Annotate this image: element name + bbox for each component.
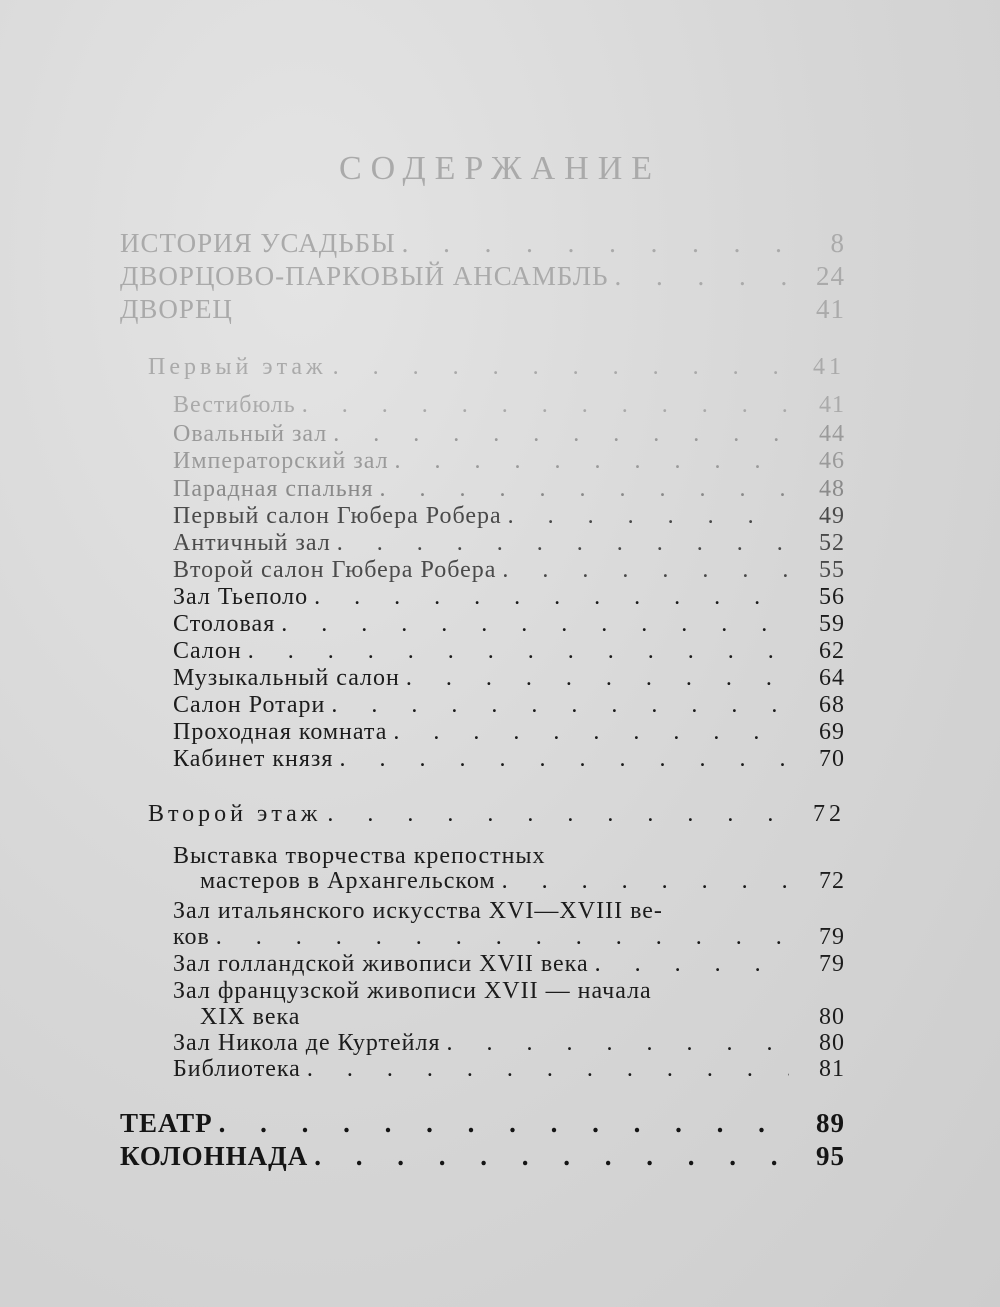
toc-entry-page: 70 — [819, 746, 845, 772]
toc-entry-page: 81 — [819, 1056, 845, 1082]
leader-dots — [406, 665, 789, 692]
toc-entry-label: Музыкальный салон — [173, 665, 400, 691]
toc-entry-label: Первый этаж — [148, 354, 327, 380]
leader-dots — [307, 1056, 789, 1083]
toc-entry-label: Проходная комната — [173, 719, 388, 745]
leader-dots — [281, 611, 789, 638]
toc-entry-label: Зал Тьеполо — [173, 584, 309, 610]
leader-dots — [248, 638, 789, 665]
toc-entry-label-line2: XIX века — [200, 1004, 301, 1030]
toc-entry-page: 79 — [819, 951, 845, 977]
toc-entry — [173, 421, 845, 448]
toc-entry — [173, 611, 845, 638]
toc-entry-label: Вестибюль — [173, 392, 296, 418]
toc-entry-page: 80 — [819, 1030, 845, 1056]
toc-entry — [120, 1108, 845, 1139]
toc-entry-page: 41 — [813, 354, 845, 380]
toc-entry-page: 55 — [819, 557, 845, 583]
toc-entry — [173, 746, 845, 773]
toc-entry-page: 59 — [819, 611, 845, 637]
leader-dots — [402, 228, 789, 259]
toc-entry — [173, 951, 845, 978]
leader-dots — [380, 476, 789, 503]
toc-entry — [173, 448, 845, 475]
toc-entry-label: Второй этаж — [148, 801, 322, 827]
toc-entry-page: 41 — [819, 392, 845, 418]
toc-entry — [173, 924, 845, 951]
toc-entry-label: ДВОРЕЦ — [120, 294, 233, 324]
leader-dots — [447, 1030, 789, 1057]
page-title: СОДЕРЖАНИЕ — [338, 150, 662, 187]
toc-entry-label: Салон Ротари — [173, 692, 326, 718]
toc-entry-label-line2: ков — [173, 924, 210, 950]
toc-entry-label: Парадная спальня — [173, 476, 374, 502]
toc-entry — [173, 503, 845, 530]
leader-dots — [333, 421, 789, 448]
toc-entry-label-line1: Выставка творчества крепостных — [173, 843, 546, 869]
toc-entry — [200, 868, 845, 895]
toc-entry-page: 89 — [816, 1108, 845, 1138]
toc-entry-label-line1: Зал французской живописи XVII — начала — [173, 978, 652, 1004]
toc-entry-page: 72 — [819, 868, 845, 894]
toc-entry — [173, 476, 845, 503]
leader-dots — [314, 1141, 789, 1172]
toc-entry-label: Императорский зал — [173, 448, 389, 474]
leader-dots — [216, 924, 789, 951]
toc-entry-label: Первый салон Гюбера Робера — [173, 503, 502, 529]
leader-dots — [502, 557, 789, 584]
toc-entry-label: Столовая — [173, 611, 276, 637]
toc-entry — [173, 665, 845, 692]
toc-entry-label: ТЕАТР — [120, 1108, 213, 1138]
toc-entry-label: ИСТОРИЯ УСАДЬБЫ — [120, 228, 396, 258]
toc-entry-label: Салон — [173, 638, 242, 664]
toc-entry — [120, 261, 845, 292]
toc-entry-page: 56 — [819, 584, 845, 610]
toc-entry-label: Зал Никола де Куртейля — [173, 1030, 441, 1056]
toc-entry — [173, 584, 845, 611]
toc-entry — [173, 557, 845, 584]
leader-dots — [337, 530, 789, 557]
toc-entry-label: ДВОРЦОВО-ПАРКОВЫЙ АНСАМБЛЬ — [120, 261, 609, 291]
leader-dots — [331, 692, 789, 719]
toc-entry-page: 72 — [813, 801, 845, 827]
toc-entry-page: 68 — [819, 692, 845, 718]
toc-entry-page: 80 — [819, 1004, 845, 1030]
leader-dots — [314, 584, 789, 611]
toc-entry-label: КОЛОННАДА — [120, 1141, 309, 1171]
toc-entry-page: 79 — [819, 924, 845, 950]
toc-entry-page: 49 — [819, 503, 845, 529]
toc-entry-page: 44 — [819, 421, 845, 447]
toc-entry-page: 24 — [816, 261, 845, 291]
toc-entry-page: 46 — [819, 448, 845, 474]
toc-entry — [173, 692, 845, 719]
leader-dots — [502, 868, 789, 895]
toc-entry — [173, 1056, 845, 1083]
toc-entry-page: 95 — [816, 1141, 845, 1171]
toc-entry — [120, 1141, 845, 1172]
toc-entry — [120, 294, 845, 325]
toc-entry-label: Кабинет князя — [173, 746, 334, 772]
toc-entry — [120, 228, 845, 259]
leader-dots — [327, 801, 789, 828]
leader-dots — [219, 1108, 789, 1139]
leader-dots — [333, 354, 789, 381]
toc-entry-label-line2: мастеров в Архангельском — [200, 868, 496, 894]
leader-dots — [393, 719, 789, 746]
toc-entry — [148, 801, 845, 828]
leader-dots — [395, 448, 789, 475]
leader-dots — [595, 951, 789, 978]
toc-entry-label: Античный зал — [173, 530, 331, 556]
toc-entry-page: 62 — [819, 638, 845, 664]
leader-dots — [615, 261, 789, 292]
leader-dots — [339, 746, 789, 773]
leader-dots — [302, 392, 789, 419]
toc-entry — [173, 638, 845, 665]
toc-entry-page: 69 — [819, 719, 845, 745]
toc-entry — [173, 392, 845, 419]
toc-entry-label: Зал голландской живописи XVII века — [173, 951, 589, 977]
toc-entry-page: 64 — [819, 665, 845, 691]
toc-entry — [173, 1030, 845, 1057]
toc-entry — [200, 1004, 845, 1031]
toc-entry — [148, 354, 845, 381]
toc-entry-page: 8 — [830, 228, 845, 258]
toc-entry-page: 48 — [819, 476, 845, 502]
leader-dots — [508, 503, 789, 530]
toc-entry — [173, 719, 845, 746]
toc-entry-label: Овальный зал — [173, 421, 328, 447]
toc-entry — [173, 530, 845, 557]
toc-entry-label-line1: Зал итальянского искусства XVI—XVIII ве- — [173, 898, 663, 924]
toc-entry-page: 41 — [816, 294, 845, 324]
toc-entry-label: Библиотека — [173, 1056, 301, 1082]
toc-entry-page: 52 — [819, 530, 845, 556]
toc-entry-label: Второй салон Гюбера Робера — [173, 557, 497, 583]
